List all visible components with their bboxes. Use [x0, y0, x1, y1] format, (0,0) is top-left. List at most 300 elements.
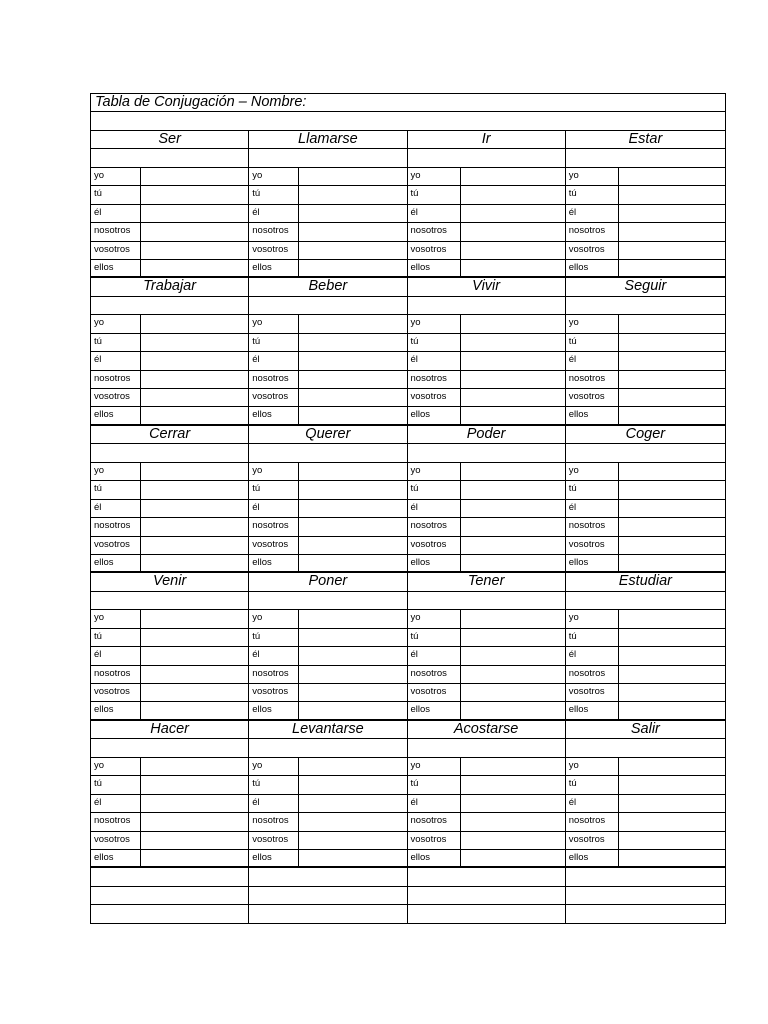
answer-field[interactable] — [141, 315, 248, 332]
answer-field[interactable] — [619, 186, 725, 203]
answer-field[interactable] — [619, 647, 725, 664]
conjugation-cell — [91, 481, 249, 498]
answer-field[interactable] — [461, 795, 565, 812]
answer-field[interactable] — [141, 702, 248, 718]
conjugation-cell — [408, 407, 566, 423]
conjugation-cell — [408, 813, 566, 830]
answer-field[interactable] — [299, 223, 406, 240]
answer-field[interactable] — [141, 352, 248, 369]
pronoun-label: tú — [408, 776, 461, 793]
answer-field[interactable] — [141, 647, 248, 664]
conjugation-cell — [91, 647, 249, 664]
blank-cell[interactable] — [408, 592, 566, 609]
verb-blank-row — [91, 739, 726, 757]
answer-field[interactable] — [141, 371, 248, 388]
conjugation-cell — [249, 463, 407, 480]
answer-field[interactable] — [619, 666, 725, 683]
pronoun-label: tú — [408, 334, 461, 351]
pronoun-row — [91, 389, 726, 407]
pronoun-row — [91, 684, 726, 702]
conjugation-cell — [91, 518, 249, 535]
blank-cell[interactable] — [566, 739, 726, 756]
pronoun-label: tú — [249, 776, 299, 793]
blank-cell[interactable] — [249, 887, 407, 904]
conjugation-cell — [91, 702, 249, 718]
answer-field[interactable] — [461, 555, 565, 571]
answer-field[interactable] — [299, 389, 406, 406]
answer-field[interactable] — [619, 758, 725, 775]
conjugation-table — [90, 93, 726, 924]
answer-field[interactable] — [461, 500, 565, 517]
blank-cell[interactable] — [249, 592, 407, 609]
answer-field[interactable] — [141, 758, 248, 775]
conjugation-cell — [249, 832, 407, 849]
pronoun-label: él — [566, 500, 619, 517]
answer-field[interactable] — [461, 223, 565, 240]
answer-field[interactable] — [141, 407, 248, 423]
answer-field[interactable] — [619, 610, 725, 627]
pronoun-label: vosotros — [408, 684, 461, 701]
answer-field[interactable] — [461, 334, 565, 351]
pronoun-label: nosotros — [566, 223, 619, 240]
conjugation-cell — [408, 518, 566, 535]
conjugation-cell — [408, 334, 566, 351]
answer-field[interactable] — [299, 260, 406, 276]
blank-cell[interactable] — [566, 887, 726, 904]
answer-field[interactable] — [141, 776, 248, 793]
answer-field[interactable] — [461, 463, 565, 480]
answer-field[interactable] — [461, 518, 565, 535]
pronoun-label: él — [91, 500, 141, 517]
pronoun-label: nosotros — [408, 223, 461, 240]
answer-field[interactable] — [461, 832, 565, 849]
name-entry-cell[interactable] — [91, 112, 726, 129]
blank-cell[interactable] — [249, 739, 407, 756]
pronoun-label: yo — [91, 463, 141, 480]
answer-field[interactable] — [619, 407, 725, 423]
pronoun-label: él — [249, 647, 299, 664]
answer-field[interactable] — [619, 389, 725, 406]
pronoun-label: yo — [408, 315, 461, 332]
pronoun-label: él — [249, 352, 299, 369]
answer-field[interactable] — [299, 813, 406, 830]
conjugation-cell — [408, 832, 566, 849]
pronoun-label: él — [408, 205, 461, 222]
answer-field[interactable] — [299, 481, 406, 498]
answer-field[interactable] — [619, 684, 725, 701]
pronoun-label: yo — [249, 315, 299, 332]
pronoun-label: vosotros — [91, 389, 141, 406]
blank-cell[interactable] — [249, 868, 407, 885]
pronoun-label: yo — [408, 168, 461, 185]
blank-cell[interactable] — [91, 887, 249, 904]
pronoun-label: nosotros — [408, 518, 461, 535]
answer-field[interactable] — [299, 537, 406, 554]
pronoun-label: vosotros — [249, 389, 299, 406]
answer-field[interactable] — [619, 481, 725, 498]
pronoun-label: ellos — [408, 702, 461, 718]
conjugation-cell — [91, 684, 249, 701]
pronoun-label: vosotros — [249, 242, 299, 259]
pronoun-label: ellos — [566, 702, 619, 718]
answer-field[interactable] — [299, 758, 406, 775]
conjugation-cell — [91, 223, 249, 240]
pronoun-label: él — [91, 647, 141, 664]
answer-field[interactable] — [461, 758, 565, 775]
pronoun-label: nosotros — [91, 813, 141, 830]
answer-field[interactable] — [141, 223, 248, 240]
conjugation-cell — [566, 481, 726, 498]
pronoun-label: nosotros — [408, 813, 461, 830]
answer-field[interactable] — [461, 481, 565, 498]
answer-field[interactable] — [619, 518, 725, 535]
answer-field[interactable] — [299, 647, 406, 664]
answer-field[interactable] — [299, 186, 406, 203]
answer-field[interactable] — [141, 500, 248, 517]
answer-field[interactable] — [461, 407, 565, 423]
answer-field[interactable] — [461, 186, 565, 203]
conjugation-cell — [408, 186, 566, 203]
answer-field[interactable] — [619, 260, 725, 276]
conjugation-cell — [566, 832, 726, 849]
pronoun-label: vosotros — [408, 832, 461, 849]
blank-cell[interactable] — [408, 887, 566, 904]
answer-field[interactable] — [299, 407, 406, 423]
answer-field[interactable] — [141, 795, 248, 812]
answer-field[interactable] — [141, 537, 248, 554]
blank-cell[interactable] — [566, 297, 726, 314]
conjugation-cell — [91, 813, 249, 830]
pronoun-label: tú — [91, 481, 141, 498]
conjugation-cell — [91, 352, 249, 369]
answer-field[interactable] — [299, 315, 406, 332]
pronoun-label: él — [249, 500, 299, 517]
verb-heading: Cerrar — [91, 426, 249, 443]
answer-field[interactable] — [299, 463, 406, 480]
blank-cell[interactable] — [91, 905, 249, 922]
answer-field[interactable] — [619, 242, 725, 259]
answer-field[interactable] — [619, 832, 725, 849]
answer-field[interactable] — [619, 537, 725, 554]
answer-field[interactable] — [619, 371, 725, 388]
conjugation-cell — [408, 555, 566, 571]
answer-field[interactable] — [141, 629, 248, 646]
conjugation-cell — [566, 795, 726, 812]
conjugation-cell — [566, 371, 726, 388]
answer-field[interactable] — [619, 205, 725, 222]
conjugation-cell — [249, 647, 407, 664]
conjugation-cell — [249, 223, 407, 240]
conjugation-cell — [249, 702, 407, 718]
answer-field[interactable] — [141, 832, 248, 849]
pronoun-label: ellos — [91, 260, 141, 276]
blank-row — [91, 887, 726, 905]
conjugation-cell — [408, 610, 566, 627]
answer-field[interactable] — [619, 629, 725, 646]
answer-field[interactable] — [141, 518, 248, 535]
pronoun-label: yo — [249, 463, 299, 480]
conjugation-cell — [249, 407, 407, 423]
pronoun-label: vosotros — [566, 389, 619, 406]
conjugation-cell — [408, 795, 566, 812]
answer-field[interactable] — [141, 666, 248, 683]
conjugation-cell — [91, 315, 249, 332]
answer-field[interactable] — [619, 352, 725, 369]
answer-field[interactable] — [461, 813, 565, 830]
answer-field[interactable] — [461, 371, 565, 388]
pronoun-row — [91, 647, 726, 665]
pronoun-label: yo — [566, 168, 619, 185]
pronoun-label: él — [566, 205, 619, 222]
answer-field[interactable] — [141, 555, 248, 571]
verb-heading: Tener — [408, 573, 566, 590]
pronoun-row — [91, 813, 726, 831]
pronoun-label: tú — [249, 334, 299, 351]
answer-field[interactable] — [299, 610, 406, 627]
blank-cell[interactable] — [91, 868, 249, 885]
blank-cell[interactable] — [408, 905, 566, 922]
blank-cell[interactable] — [249, 149, 407, 166]
pronoun-label: ellos — [249, 260, 299, 276]
answer-field[interactable] — [619, 702, 725, 718]
answer-field[interactable] — [299, 352, 406, 369]
pronoun-label: ellos — [566, 555, 619, 571]
blank-cell[interactable] — [566, 868, 726, 885]
conjugation-cell — [566, 352, 726, 369]
conjugation-cell — [566, 463, 726, 480]
pronoun-label: vosotros — [566, 537, 619, 554]
answer-field[interactable] — [141, 205, 248, 222]
pronoun-label: él — [91, 205, 141, 222]
answer-field[interactable] — [299, 776, 406, 793]
pronoun-label: ellos — [566, 260, 619, 276]
answer-field[interactable] — [299, 500, 406, 517]
answer-field[interactable] — [141, 168, 248, 185]
verb-heading: Hacer — [91, 721, 249, 738]
answer-field[interactable] — [299, 371, 406, 388]
answer-field[interactable] — [619, 850, 725, 866]
pronoun-label: yo — [91, 315, 141, 332]
pronoun-row — [91, 223, 726, 241]
pronoun-label: tú — [566, 186, 619, 203]
answer-field[interactable] — [299, 205, 406, 222]
answer-field[interactable] — [461, 684, 565, 701]
blank-cell[interactable] — [91, 297, 249, 314]
blank-rows — [91, 868, 726, 923]
pronoun-row — [91, 242, 726, 260]
verb-heading: Beber — [249, 278, 407, 295]
verb-heading: Ir — [408, 131, 566, 148]
pronoun-label: tú — [249, 186, 299, 203]
blank-cell[interactable] — [91, 739, 249, 756]
blank-row — [91, 868, 726, 886]
answer-field[interactable] — [299, 168, 406, 185]
pronoun-label: ellos — [249, 850, 299, 866]
answer-field[interactable] — [619, 334, 725, 351]
verb-heading: Salir — [566, 721, 726, 738]
conjugation-cell — [408, 684, 566, 701]
pronoun-label: yo — [566, 758, 619, 775]
pronoun-label: él — [408, 500, 461, 517]
conjugation-cell — [408, 850, 566, 866]
answer-field[interactable] — [461, 352, 565, 369]
pronoun-label: vosotros — [408, 242, 461, 259]
conjugation-cell — [408, 776, 566, 793]
verb-heading: Venir — [91, 573, 249, 590]
blank-cell[interactable] — [408, 868, 566, 885]
pronoun-label: nosotros — [249, 223, 299, 240]
pronoun-label: tú — [566, 481, 619, 498]
answer-field[interactable] — [299, 555, 406, 571]
pronoun-label: vosotros — [408, 537, 461, 554]
pronoun-label: nosotros — [566, 666, 619, 683]
pronoun-label: yo — [91, 168, 141, 185]
answer-field[interactable] — [619, 500, 725, 517]
blank-cell[interactable] — [566, 905, 726, 922]
answer-field[interactable] — [141, 850, 248, 866]
blank-cell[interactable] — [566, 149, 726, 166]
answer-field[interactable] — [141, 389, 248, 406]
answer-field[interactable] — [619, 315, 725, 332]
answer-field[interactable] — [299, 629, 406, 646]
conjugation-cell — [91, 389, 249, 406]
conjugation-cell — [408, 758, 566, 775]
name-entry-row — [91, 112, 726, 130]
conjugation-cell — [91, 168, 249, 185]
pronoun-label: vosotros — [249, 537, 299, 554]
answer-field[interactable] — [141, 334, 248, 351]
conjugation-cell — [249, 629, 407, 646]
blank-cell[interactable] — [566, 444, 726, 461]
verb-blank-row — [91, 297, 726, 315]
pronoun-row — [91, 481, 726, 499]
pronoun-row — [91, 352, 726, 370]
answer-field[interactable] — [299, 795, 406, 812]
answer-field[interactable] — [619, 776, 725, 793]
answer-field[interactable] — [461, 389, 565, 406]
pronoun-row — [91, 407, 726, 425]
pronoun-row — [91, 334, 726, 352]
answer-field[interactable] — [461, 702, 565, 718]
conjugation-cell — [566, 555, 726, 571]
blank-cell[interactable] — [408, 739, 566, 756]
blank-cell[interactable] — [408, 444, 566, 461]
blank-cell[interactable] — [408, 297, 566, 314]
pronoun-row — [91, 315, 726, 333]
answer-field[interactable] — [141, 186, 248, 203]
answer-field[interactable] — [461, 537, 565, 554]
pronoun-label: yo — [91, 758, 141, 775]
conjugation-cell — [91, 629, 249, 646]
answer-field[interactable] — [619, 168, 725, 185]
pronoun-label: él — [408, 352, 461, 369]
conjugation-cell — [566, 389, 726, 406]
conjugation-cell — [91, 610, 249, 627]
pronoun-row — [91, 758, 726, 776]
blank-cell[interactable] — [91, 444, 249, 461]
answer-field[interactable] — [461, 776, 565, 793]
answer-field[interactable] — [299, 832, 406, 849]
answer-field[interactable] — [619, 795, 725, 812]
pronoun-label: vosotros — [249, 684, 299, 701]
answer-field[interactable] — [461, 647, 565, 664]
answer-field[interactable] — [461, 315, 565, 332]
pronoun-label: yo — [249, 168, 299, 185]
pronoun-row — [91, 168, 726, 186]
answer-field[interactable] — [299, 518, 406, 535]
answer-field[interactable] — [299, 684, 406, 701]
pronoun-row — [91, 500, 726, 518]
conjugation-cell — [249, 334, 407, 351]
answer-field[interactable] — [461, 610, 565, 627]
conjugation-cell — [249, 352, 407, 369]
answer-field[interactable] — [141, 242, 248, 259]
answer-field[interactable] — [461, 666, 565, 683]
answer-field[interactable] — [461, 629, 565, 646]
answer-field[interactable] — [299, 334, 406, 351]
pronoun-label: tú — [566, 334, 619, 351]
answer-field[interactable] — [299, 242, 406, 259]
verb-header-row — [91, 426, 726, 444]
answer-field[interactable] — [619, 813, 725, 830]
answer-field[interactable] — [141, 813, 248, 830]
answer-field[interactable] — [299, 850, 406, 866]
answer-field[interactable] — [141, 684, 248, 701]
conjugation-cell — [91, 463, 249, 480]
blank-cell[interactable] — [249, 905, 407, 922]
answer-field[interactable] — [461, 242, 565, 259]
verb-header-row — [91, 721, 726, 739]
pronoun-label: nosotros — [91, 371, 141, 388]
conjugation-cell — [249, 537, 407, 554]
answer-field[interactable] — [461, 850, 565, 866]
answer-field[interactable] — [299, 702, 406, 718]
blank-cell[interactable] — [408, 149, 566, 166]
pronoun-label: nosotros — [408, 371, 461, 388]
answer-field[interactable] — [619, 223, 725, 240]
pronoun-label: yo — [408, 758, 461, 775]
answer-field[interactable] — [619, 463, 725, 480]
verb-header-row — [91, 131, 726, 149]
blank-cell[interactable] — [249, 297, 407, 314]
pronoun-row — [91, 537, 726, 555]
verb-blank-row — [91, 444, 726, 462]
answer-field[interactable] — [141, 610, 248, 627]
answer-field[interactable] — [141, 463, 248, 480]
answer-field[interactable] — [141, 260, 248, 276]
blank-cell[interactable] — [91, 149, 249, 166]
verb-blank-row — [91, 149, 726, 167]
conjugation-cell — [249, 555, 407, 571]
pronoun-label: yo — [566, 463, 619, 480]
answer-field[interactable] — [461, 260, 565, 276]
answer-field[interactable] — [619, 555, 725, 571]
verb-heading: Trabajar — [91, 278, 249, 295]
pronoun-label: nosotros — [91, 518, 141, 535]
pronoun-label: ellos — [408, 555, 461, 571]
conjugation-cell — [249, 518, 407, 535]
answer-field[interactable] — [299, 666, 406, 683]
answer-field[interactable] — [461, 205, 565, 222]
blank-cell[interactable] — [249, 444, 407, 461]
pronoun-label: tú — [408, 186, 461, 203]
conjugation-cell — [91, 666, 249, 683]
pronoun-label: tú — [408, 629, 461, 646]
answer-field[interactable] — [461, 168, 565, 185]
blank-cell[interactable] — [566, 592, 726, 609]
blank-cell[interactable] — [91, 592, 249, 609]
answer-field[interactable] — [141, 481, 248, 498]
